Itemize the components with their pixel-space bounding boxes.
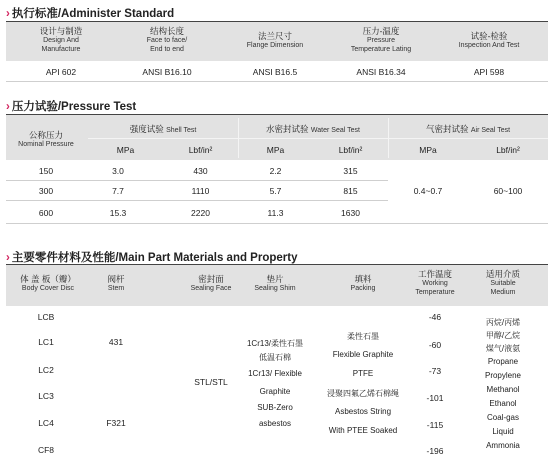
table-row-np: 150 <box>38 166 54 176</box>
divider <box>6 223 548 224</box>
body-material: CF8 <box>37 445 55 455</box>
chevron-right-icon: › <box>6 252 10 264</box>
table-row-np: 600 <box>38 208 54 218</box>
working-temperature: -196 <box>426 446 444 456</box>
table-row-np: 300 <box>38 186 54 196</box>
divider <box>88 138 548 139</box>
chevron-right-icon: › <box>6 101 10 113</box>
body-material: LCB <box>37 312 55 322</box>
chevron-right-icon: › <box>6 8 10 20</box>
medium-line: 煤气/液氨 <box>485 344 521 353</box>
packing-line: With PTEE Soaked <box>328 426 398 435</box>
medium-line: 甲醇/乙烷 <box>485 331 521 340</box>
unit-water-mpa: MPa <box>266 145 285 155</box>
pressure-header-shell: 强度试验 Shell Test <box>129 124 197 134</box>
packing-line: Flexible Graphite <box>332 350 394 359</box>
section-title-pressure: › 压力试验/Pressure Test <box>6 101 137 113</box>
standard-header-flange: 法兰尺寸 Flange Dimension <box>246 31 304 49</box>
packing-line: Asbestos String <box>334 407 392 416</box>
table-cell: 7.7 <box>112 186 124 196</box>
medium-line: Liquid <box>492 427 514 436</box>
packing-line: 柔性石墨 <box>347 332 379 341</box>
medium-line: Coal-gas <box>486 413 519 422</box>
standard-header-face: 结构长度 Face to face/ End to end <box>146 26 188 53</box>
standard-value-design: API 602 <box>45 67 77 77</box>
table-cell: 430 <box>193 166 208 176</box>
medium-line: Ammonia <box>486 441 520 450</box>
sealing-face-material: STL/STL <box>194 377 228 387</box>
pressure-header-water: 水密封试验 Water Seal Test <box>266 124 360 134</box>
standard-value-pressure: ANSI B16.34 <box>356 67 406 77</box>
materials-header-shim: 垫片 Sealing Shim <box>254 274 296 292</box>
stem-material: 431 <box>108 337 124 347</box>
working-temperature: -46 <box>428 312 442 322</box>
shim-line: 低温石棉 <box>259 353 291 362</box>
shim-line: SUB-Zero <box>257 403 293 412</box>
pressure-header-nominal: 公称压力 Nominal Pressure <box>18 130 74 148</box>
materials-header-packing: 填料 Packing <box>350 274 376 292</box>
unit-air-lbf: Lbf/in² <box>496 145 520 155</box>
shim-line: Graphite <box>259 387 291 396</box>
materials-header-medium: 适用介质 Suitable Medium <box>485 269 520 296</box>
materials-header-stem: 阀杆 Stem <box>107 274 125 292</box>
table-cell: 315 <box>343 166 358 176</box>
medium-line: Propane <box>487 357 519 366</box>
unit-shell-mpa: MPa <box>116 145 135 155</box>
table-cell: 1110 <box>191 186 210 196</box>
divider <box>6 180 388 181</box>
materials-header-body: 体 盖 板（瓣） Body Cover Disc <box>20 274 76 292</box>
working-temperature: -115 <box>426 420 444 430</box>
table-cell: 15.3 <box>109 208 127 218</box>
shim-line: 1Cr13/柔性石墨 <box>246 339 303 348</box>
body-material: LC3 <box>38 391 54 401</box>
body-material: LC4 <box>38 418 54 428</box>
working-temperature: -73 <box>428 366 442 376</box>
unit-shell-lbf: Lbf/in² <box>188 145 213 155</box>
medium-line: Ethanol <box>489 399 517 408</box>
medium-line: Methanol <box>486 385 520 394</box>
table-cell: 5.7 <box>269 186 282 196</box>
stem-material: F321 <box>106 418 126 428</box>
working-temperature: -101 <box>426 393 444 403</box>
divider <box>6 200 388 201</box>
table-cell: 2.2 <box>269 166 282 176</box>
body-material: LC1 <box>38 337 54 347</box>
standard-header-pressure: 压力-温度 Pressure Temperature Lating <box>350 26 412 53</box>
medium-line: Propylene <box>484 371 522 380</box>
standard-value-inspection: API 598 <box>473 67 505 77</box>
shim-line: asbestos <box>258 419 292 428</box>
unit-water-lbf: Lbf/in² <box>338 145 363 155</box>
table-cell: 2220 <box>191 208 210 218</box>
packing-line: 浸聚四氟乙烯石棉绳 <box>327 389 399 398</box>
section-title-standard: › 执行标准/Administer Standard <box>6 8 175 20</box>
standard-header-inspection: 试验-检验 Inspection And Test <box>458 31 520 49</box>
divider <box>6 81 548 82</box>
table-cell: 1630 <box>341 208 360 218</box>
materials-header-temperature: 工作温度 Working Temperature <box>415 269 455 296</box>
materials-header-sealing-face: 密封面 Sealing Face <box>190 274 232 292</box>
body-material: LC2 <box>38 365 54 375</box>
shim-line: 1Cr13/ Flexible <box>248 369 302 378</box>
standard-value-flange: ANSI B16.5 <box>252 67 298 77</box>
table-cell: 815 <box>343 186 358 196</box>
air-seal-lbf: 60~100 <box>493 186 523 196</box>
table-cell: 3.0 <box>112 166 124 176</box>
standard-value-face: ANSI B16.10 <box>142 67 192 77</box>
unit-air-mpa: MPa <box>419 145 437 155</box>
air-seal-mpa: 0.4~0.7 <box>413 186 443 196</box>
medium-line: 丙烷/丙烯 <box>485 318 521 327</box>
table-cell: 11.3 <box>267 208 284 218</box>
standard-header-design: 设计与制造 Design And Manufacture <box>39 26 83 53</box>
pressure-header-air: 气密封试验 Air Seal Test <box>425 124 511 134</box>
section-title-materials: › 主要零件材料及性能/Main Part Materials and Property <box>6 252 298 264</box>
working-temperature: -60 <box>428 340 442 350</box>
packing-line: PTFE <box>352 369 374 378</box>
